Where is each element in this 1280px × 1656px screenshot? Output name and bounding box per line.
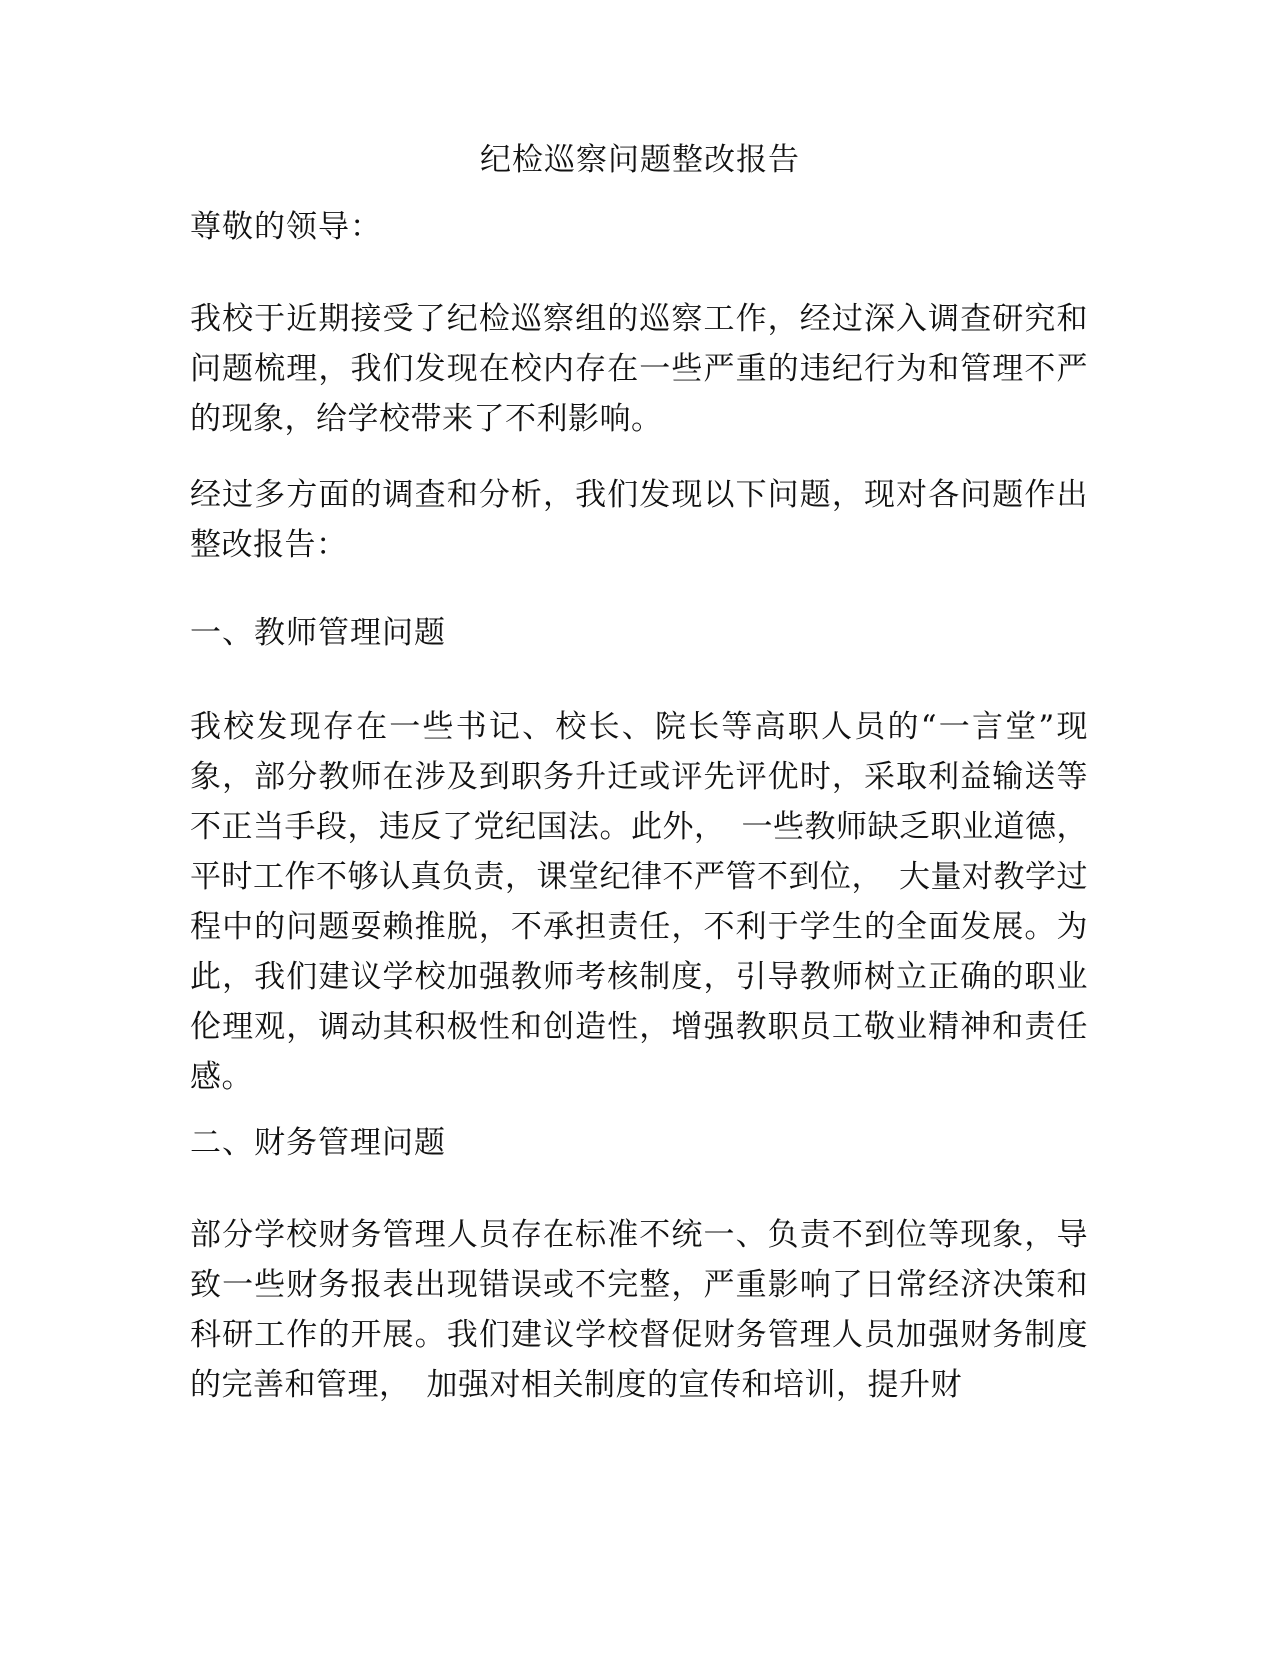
intro-paragraph: 我校于近期接受了纪检巡察组的巡察工作，经过深入调查研究和问题梳理，我们发现在校内存在一些严重的违纪行为和管理不严的现象，给学校带来了不利影响。 bbox=[190, 301, 1088, 437]
section-heading-teacher-management: 一、教师管理问题 bbox=[190, 615, 446, 651]
salutation: 尊敬的领导： bbox=[190, 209, 382, 245]
section-heading-finance-management: 二、财务管理问题 bbox=[190, 1125, 446, 1161]
page-title: 纪检巡察问题整改报告 bbox=[480, 142, 800, 178]
section-body-finance-management: 部分学校财务管理人员存在标准不统一、负责不到位等现象，导致一些财务报表出现错误或不完整，严重影响了日常经济决策和科研工作的开展。我们建议学校督促财务管理人员加强财务制度的完善和管理， 加强对相关制度的宣传和培训，提升财 bbox=[190, 1217, 1088, 1403]
overview-paragraph: 经过多方面的调查和分析，我们发现以下问题，现对各问题作出整改报告： bbox=[190, 477, 1088, 563]
section-body-teacher-management: 我校发现存在一些书记、校长、院长等高职人员的“一言堂”现象，部分教师在涉及到职务升迁或评先评优时，采取利益输送等不正当手段，违反了党纪国法。此外， 一些教师缺乏职业道德，平时工作不够认真负责，课堂纪律不严管不到位， 大量对教学过程中的问题耍赖推脱，不承担责任，不利于学生的全面发展。为此，我们建议学校加强教师考核制度，引导教师树立正确的职业伦理观，调动其积极性和创造性，增强教职员工敬业精神和责任感。 bbox=[190, 709, 1088, 1095]
